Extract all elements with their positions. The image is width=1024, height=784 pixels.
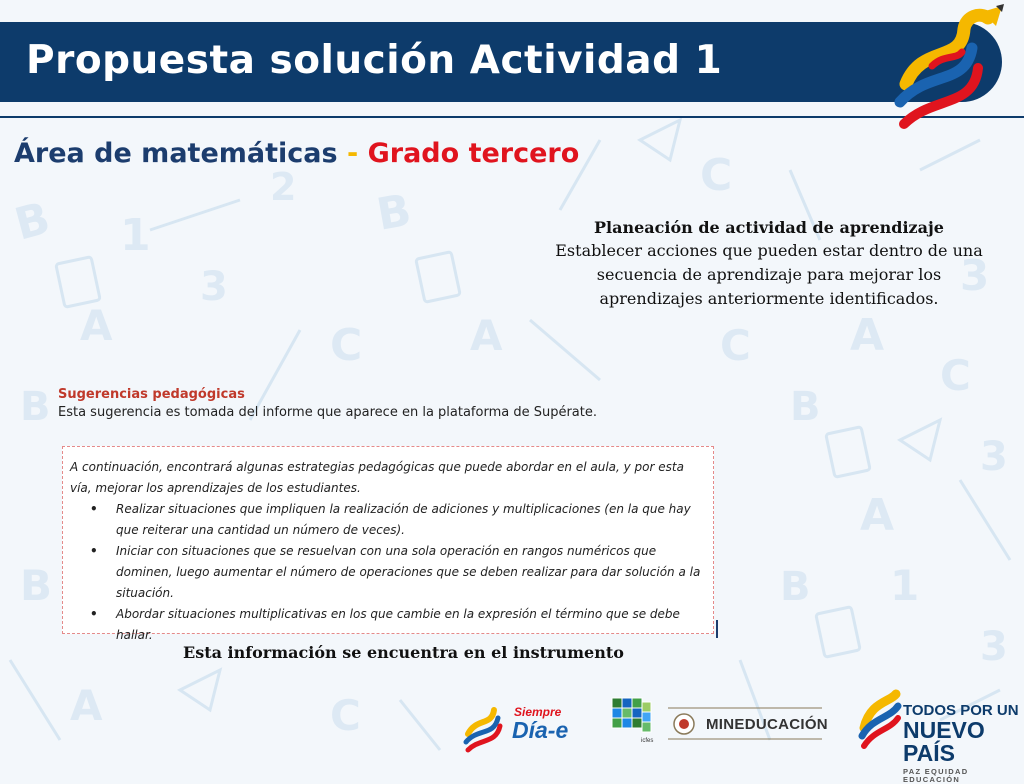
suggestion-text: Iniciar con situaciones que se resuelvan con una sola operación en rangos numéricos que dominen, luego aumentar el número de operaciones que se deben realizar para dar solución a la situación.: [116, 544, 701, 600]
svg-text:3: 3: [200, 264, 228, 310]
subtitle-area: Área de matemáticas: [14, 138, 338, 169]
subtitle-grade: Grado tercero: [367, 138, 580, 169]
subtitle-separator: -: [337, 138, 368, 169]
svg-text:A: A: [470, 311, 503, 360]
svg-text:A: A: [70, 681, 103, 730]
suggestion-item: [90, 541, 703, 604]
planning-line: secuencia de aprendizaje para mejorar los: [596, 265, 942, 284]
svg-text:B: B: [9, 192, 56, 251]
colombia-ribbon-small-logo: [462, 700, 506, 752]
suggestion-item: [90, 604, 703, 646]
todos-por-un-nuevo-pais-ribbon: [856, 688, 902, 752]
svg-text:A: A: [860, 490, 895, 541]
svg-text:C: C: [940, 351, 971, 400]
svg-text:3: 3: [980, 624, 1008, 670]
svg-text:B: B: [780, 564, 811, 610]
svg-text:A: A: [850, 310, 885, 361]
suggestions-header: [58, 387, 728, 420]
planning-title: Planeación de actividad de aprendizaje: [594, 218, 944, 237]
siempre-label: Siempre: [514, 705, 562, 719]
planning-line: Establecer acciones que pueden estar dentro de una: [555, 241, 983, 260]
svg-text:B: B: [373, 184, 415, 241]
planning-description: [540, 239, 998, 311]
suggestion-text: Realizar situaciones que impliquen la realización de adiciones y multiplicaciones (en la que hay que reiterar una cantidad un número de veces).: [116, 502, 691, 537]
svg-text:B: B: [20, 561, 53, 610]
tpunp-line2: NUEVO PAÍS: [903, 717, 985, 766]
svg-text:B: B: [790, 384, 821, 430]
planning-line: aprendizajes anteriormente identificados.: [599, 289, 939, 308]
svg-text:3: 3: [960, 251, 990, 300]
svg-text:3: 3: [980, 434, 1008, 480]
slide-title: Propuesta solución Actividad 1: [26, 38, 723, 83]
icfes-label: icfes: [641, 738, 654, 744]
svg-text:1: 1: [120, 210, 151, 261]
bullet-icon: •: [90, 502, 98, 516]
subtitle: [14, 138, 579, 169]
text-cursor-mark: [716, 620, 718, 638]
svg-text:A: A: [80, 301, 113, 350]
svg-text:B: B: [20, 384, 51, 430]
svg-text:1: 1: [890, 561, 920, 610]
svg-text:C: C: [700, 150, 733, 201]
mineducacion-label: MINEDUCACIÓN: [706, 716, 828, 733]
svg-text:C: C: [330, 691, 361, 740]
dia-e-logo: Día-e: [512, 717, 569, 743]
icfes-cube-logo: [608, 692, 656, 744]
bullet-icon: •: [90, 544, 98, 558]
suggestions-intro: A continuación, encontrará algunas estrategias pedagógicas que puede abordar en el aula, y por esta vía, mejorar los aprendizajes de los estudiantes.: [70, 460, 684, 495]
tpunp-line1: TODOS POR UN: [903, 702, 1019, 719]
suggestions-title: Sugerencias pedagógicas: [58, 387, 245, 402]
suggestion-item: [90, 499, 703, 541]
suggestions-list: [90, 499, 703, 646]
suggestion-text: Abordar situaciones multiplicativas en los que cambie en la expresión el término que se debe hallar.: [116, 607, 680, 642]
instrument-note: Esta información se encuentra en el instrumento: [183, 643, 624, 662]
svg-text:2: 2: [270, 165, 297, 209]
bullet-icon: •: [90, 607, 98, 621]
suggestions-box: [62, 446, 714, 642]
todos-por-un-nuevo-pais-logo: [903, 703, 1024, 783]
header-underline: [0, 116, 1024, 118]
suggestions-source: Esta sugerencia es tomada del informe que aparece en la plataforma de Supérate.: [58, 405, 598, 420]
tpunp-line3: PAZ EQUIDAD EDUCACIÓN: [903, 767, 969, 784]
svg-text:C: C: [720, 321, 751, 370]
svg-text:C: C: [330, 320, 363, 371]
planning-block: [540, 218, 998, 311]
colombia-ribbon-logo: [892, 4, 1010, 136]
